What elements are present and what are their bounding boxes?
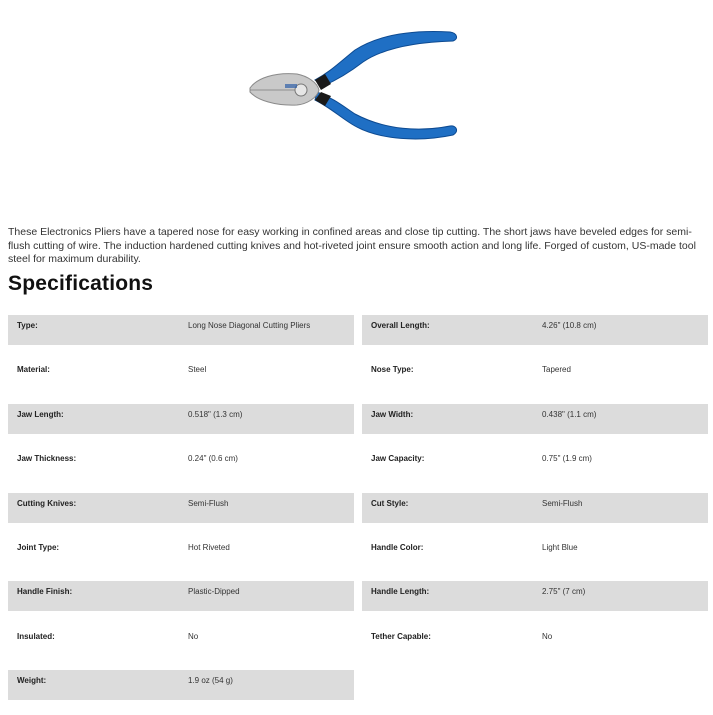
spec-label: Handle Color: xyxy=(371,542,424,552)
spec-label: Joint Type: xyxy=(17,542,60,552)
spec-value: Steel xyxy=(188,365,207,375)
upper-handle-icon xyxy=(315,32,457,86)
spec-label: Jaw Capacity: xyxy=(371,454,425,464)
table-row xyxy=(8,670,709,714)
spec-value: 0.438" (1.1 cm) xyxy=(542,409,597,419)
spec-value: Hot Riveted xyxy=(188,542,230,552)
table-row xyxy=(8,493,709,537)
spec-value: Light Blue xyxy=(542,542,578,552)
spec-cell xyxy=(362,315,708,345)
spec-label: Handle Length: xyxy=(371,587,430,597)
spec-cell xyxy=(8,537,354,567)
spec-value: 0.518" (1.3 cm) xyxy=(188,409,243,419)
spec-cell xyxy=(362,493,708,523)
spec-cell xyxy=(362,626,708,656)
spec-cell xyxy=(362,581,708,611)
spec-label: Jaw Width: xyxy=(371,409,414,419)
spec-cell xyxy=(362,404,708,434)
jaw-icon xyxy=(250,74,319,105)
spec-cell xyxy=(8,670,354,700)
spec-cell xyxy=(8,581,354,611)
spec-value: 0.24" (0.6 cm) xyxy=(188,454,238,464)
spec-value: Tapered xyxy=(542,365,571,375)
spec-value: 0.75" (1.9 cm) xyxy=(542,454,592,464)
spec-value: No xyxy=(188,631,199,641)
product-description: These Electronics Pliers have a tapered nose for easy working in confined areas and close tip cutting. The short jaws have beveled edges for semi-flush cutting of wire. The induction hardened cutting knives and hot-riveted joint ensure smooth action and long life. Forged of custom, US-made tool steel for maximum durability. xyxy=(8,226,696,265)
spec-value: 1.9 oz (54 g) xyxy=(188,676,233,686)
spec-label: Tether Capable: xyxy=(371,631,431,641)
spec-label: Type: xyxy=(17,321,38,330)
table-row xyxy=(8,359,709,403)
spec-value: Semi-Flush xyxy=(188,498,229,508)
spec-cell xyxy=(362,537,708,567)
spec-cell xyxy=(8,448,354,478)
table-row xyxy=(8,581,709,625)
spec-label: Cutting Knives: xyxy=(17,498,77,508)
spec-cell xyxy=(8,404,354,434)
spec-value: No xyxy=(542,631,553,641)
specifications-title: Specifications xyxy=(8,272,154,295)
table-row xyxy=(8,404,709,448)
spec-label: Insulated: xyxy=(17,631,55,641)
spec-label: Jaw Thickness: xyxy=(17,454,77,464)
spec-value: 4.26" (10.8 cm) xyxy=(542,321,597,330)
spec-cell xyxy=(362,359,708,389)
table-row xyxy=(8,537,709,581)
spec-label: Handle Finish: xyxy=(17,587,73,597)
specifications-table xyxy=(8,315,709,715)
spec-cell xyxy=(8,359,354,389)
product-image xyxy=(245,22,465,147)
spec-cell xyxy=(362,448,708,478)
lower-handle-icon xyxy=(315,92,457,139)
spec-value: Semi-Flush xyxy=(542,498,583,508)
spec-label: Material: xyxy=(17,365,50,375)
spec-label: Cut Style: xyxy=(371,498,409,508)
spec-value: 2.75" (7 cm) xyxy=(542,587,586,597)
spec-cell xyxy=(8,626,354,656)
table-row xyxy=(8,315,709,359)
table-row xyxy=(8,448,709,492)
table-row xyxy=(8,626,709,670)
spec-label: Nose Type: xyxy=(371,365,414,375)
spec-value: Long Nose Diagonal Cutting Pliers xyxy=(188,321,311,330)
spec-label: Overall Length: xyxy=(371,321,430,330)
spec-label: Jaw Length: xyxy=(17,409,64,419)
spec-value: Plastic-Dipped xyxy=(188,587,240,597)
spec-label: Weight: xyxy=(17,676,47,686)
spec-cell xyxy=(8,315,354,345)
spec-cell xyxy=(8,493,354,523)
